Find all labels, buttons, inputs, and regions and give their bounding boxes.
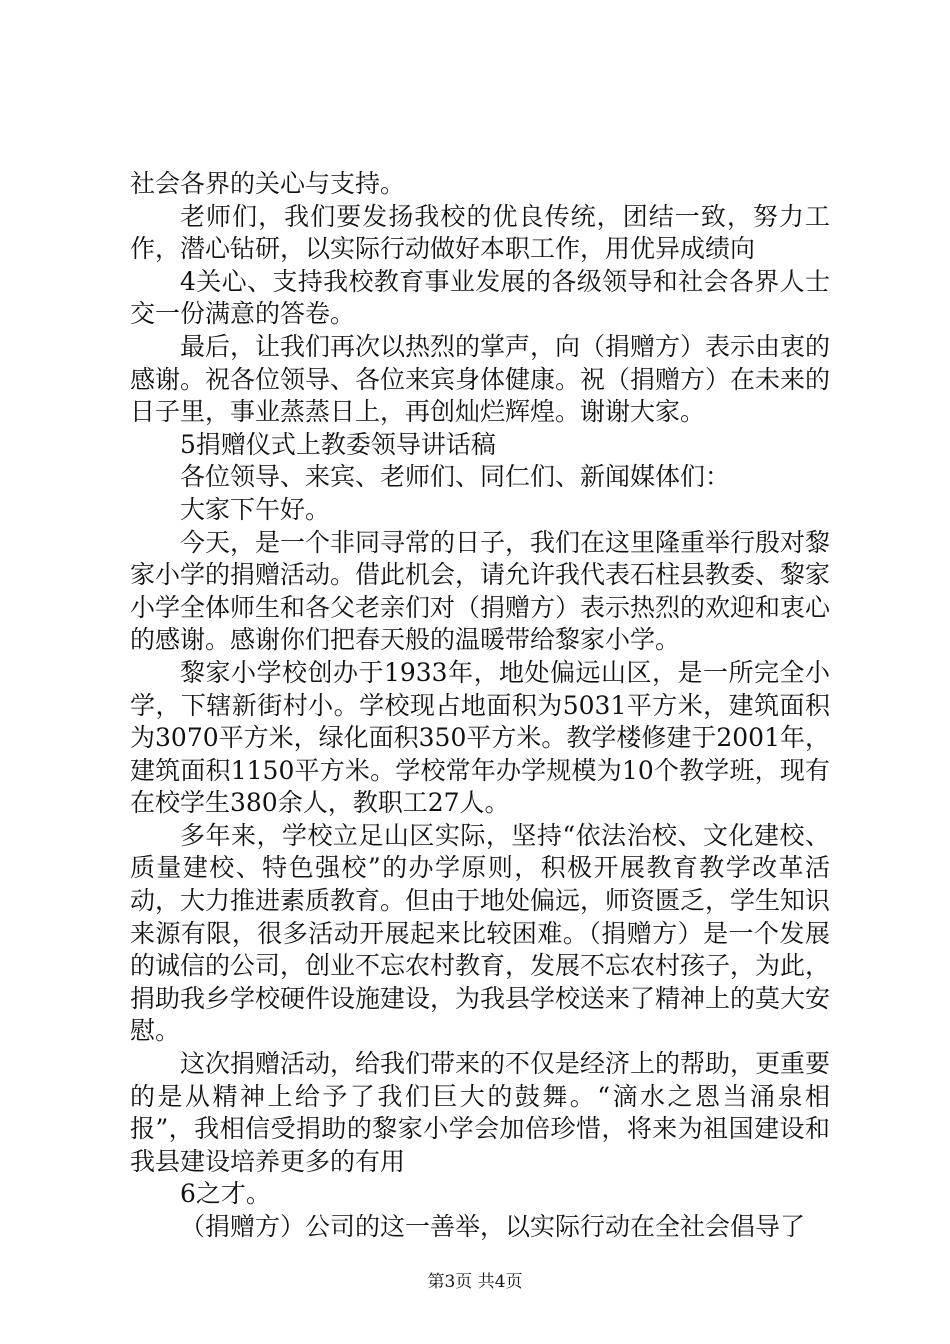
paragraph-11: 这次捐赠活动，给我们带来的不仅是经济上的帮助，更重要的是从精神上给予了我们巨大的鼓舞。“滴水之恩当涌泉相报”，我相信受捐助的黎家小学会加倍珍惜，将来为祖国建设和我县建设培养更多的有用	[130, 1049, 831, 1176]
paragraph-3: 4关心、支持我校教育事业发展的各级领导和社会各界人士交一份满意的答卷。	[130, 266, 830, 329]
section-heading: 5捐赠仪式上教委领导讲话稿	[180, 429, 496, 459]
paragraph-2: 老师们，我们要发扬我校的优良传统，团结一致，努力工作，潜心钻研，以实际行动做好本职工作，用优异成绩向	[130, 201, 830, 264]
paragraph-8: 今天，是一个非同寻常的日子，我们在这里隆重举行殷对黎家小学的捐赠活动。借此机会，请允许我代表石柱县教委、黎家小学全体师生和各父老亲们对（捐赠方）表示热烈的欢迎和衷心的感谢。感谢你们把春天般的温暖带给黎家小学。	[130, 527, 831, 655]
greeting: 大家下午好。	[180, 494, 331, 524]
salutation: 各位领导、来宾、老师们、同仁们、新闻媒体们：	[180, 462, 731, 492]
paragraph-1: 社会各界的关心与支持。	[130, 169, 406, 198]
document-body	[130, 168, 830, 1244]
paragraph-12: 6之才。	[180, 1179, 271, 1209]
paragraph-9: 黎家小学校创办于1933年，地处偏远山区，是一所完全小学，下辖新街村小。学校现占地面积为5031平方米，建筑面积为3070平方米，绿化面积350平方米。教学楼修建于2001年，建筑面积1150平方米。学校常年办学规模为10个教学班，现有在校学生380余人，教职工27人。	[130, 657, 830, 818]
paragraph-13: （捐赠方）公司的这一善举，以实际行动在全社会倡导了	[180, 1212, 806, 1241]
paragraph-4: 最后，让我们再次以热烈的掌声，向（捐赠方）表示由衷的感谢。祝各位领导、各位来宾身体健康。祝（捐赠方）在未来的日子里，事业蒸蒸日上，再创灿烂辉煌。谢谢大家。	[130, 331, 831, 427]
paragraph-10: 多年来，学校立足山区实际，坚持“依法治校、文化建校、质量建校、特色强校”的办学原则，积极开展教育教学改革活动，大力推进素质教育。但由于地处偏远，师资匮乏，学生知识来源有限，很多活动开展起来比较困难。（捐赠方）是一个发展的诚信的公司，创业不忘农村教育，发展不忘农村孩子，为此，捐助我乡学校硬件设施建设，为我县学校送来了精神上的莫大安慰。	[130, 820, 831, 1046]
page-number-footer: 第3页 共4页	[427, 1272, 523, 1292]
